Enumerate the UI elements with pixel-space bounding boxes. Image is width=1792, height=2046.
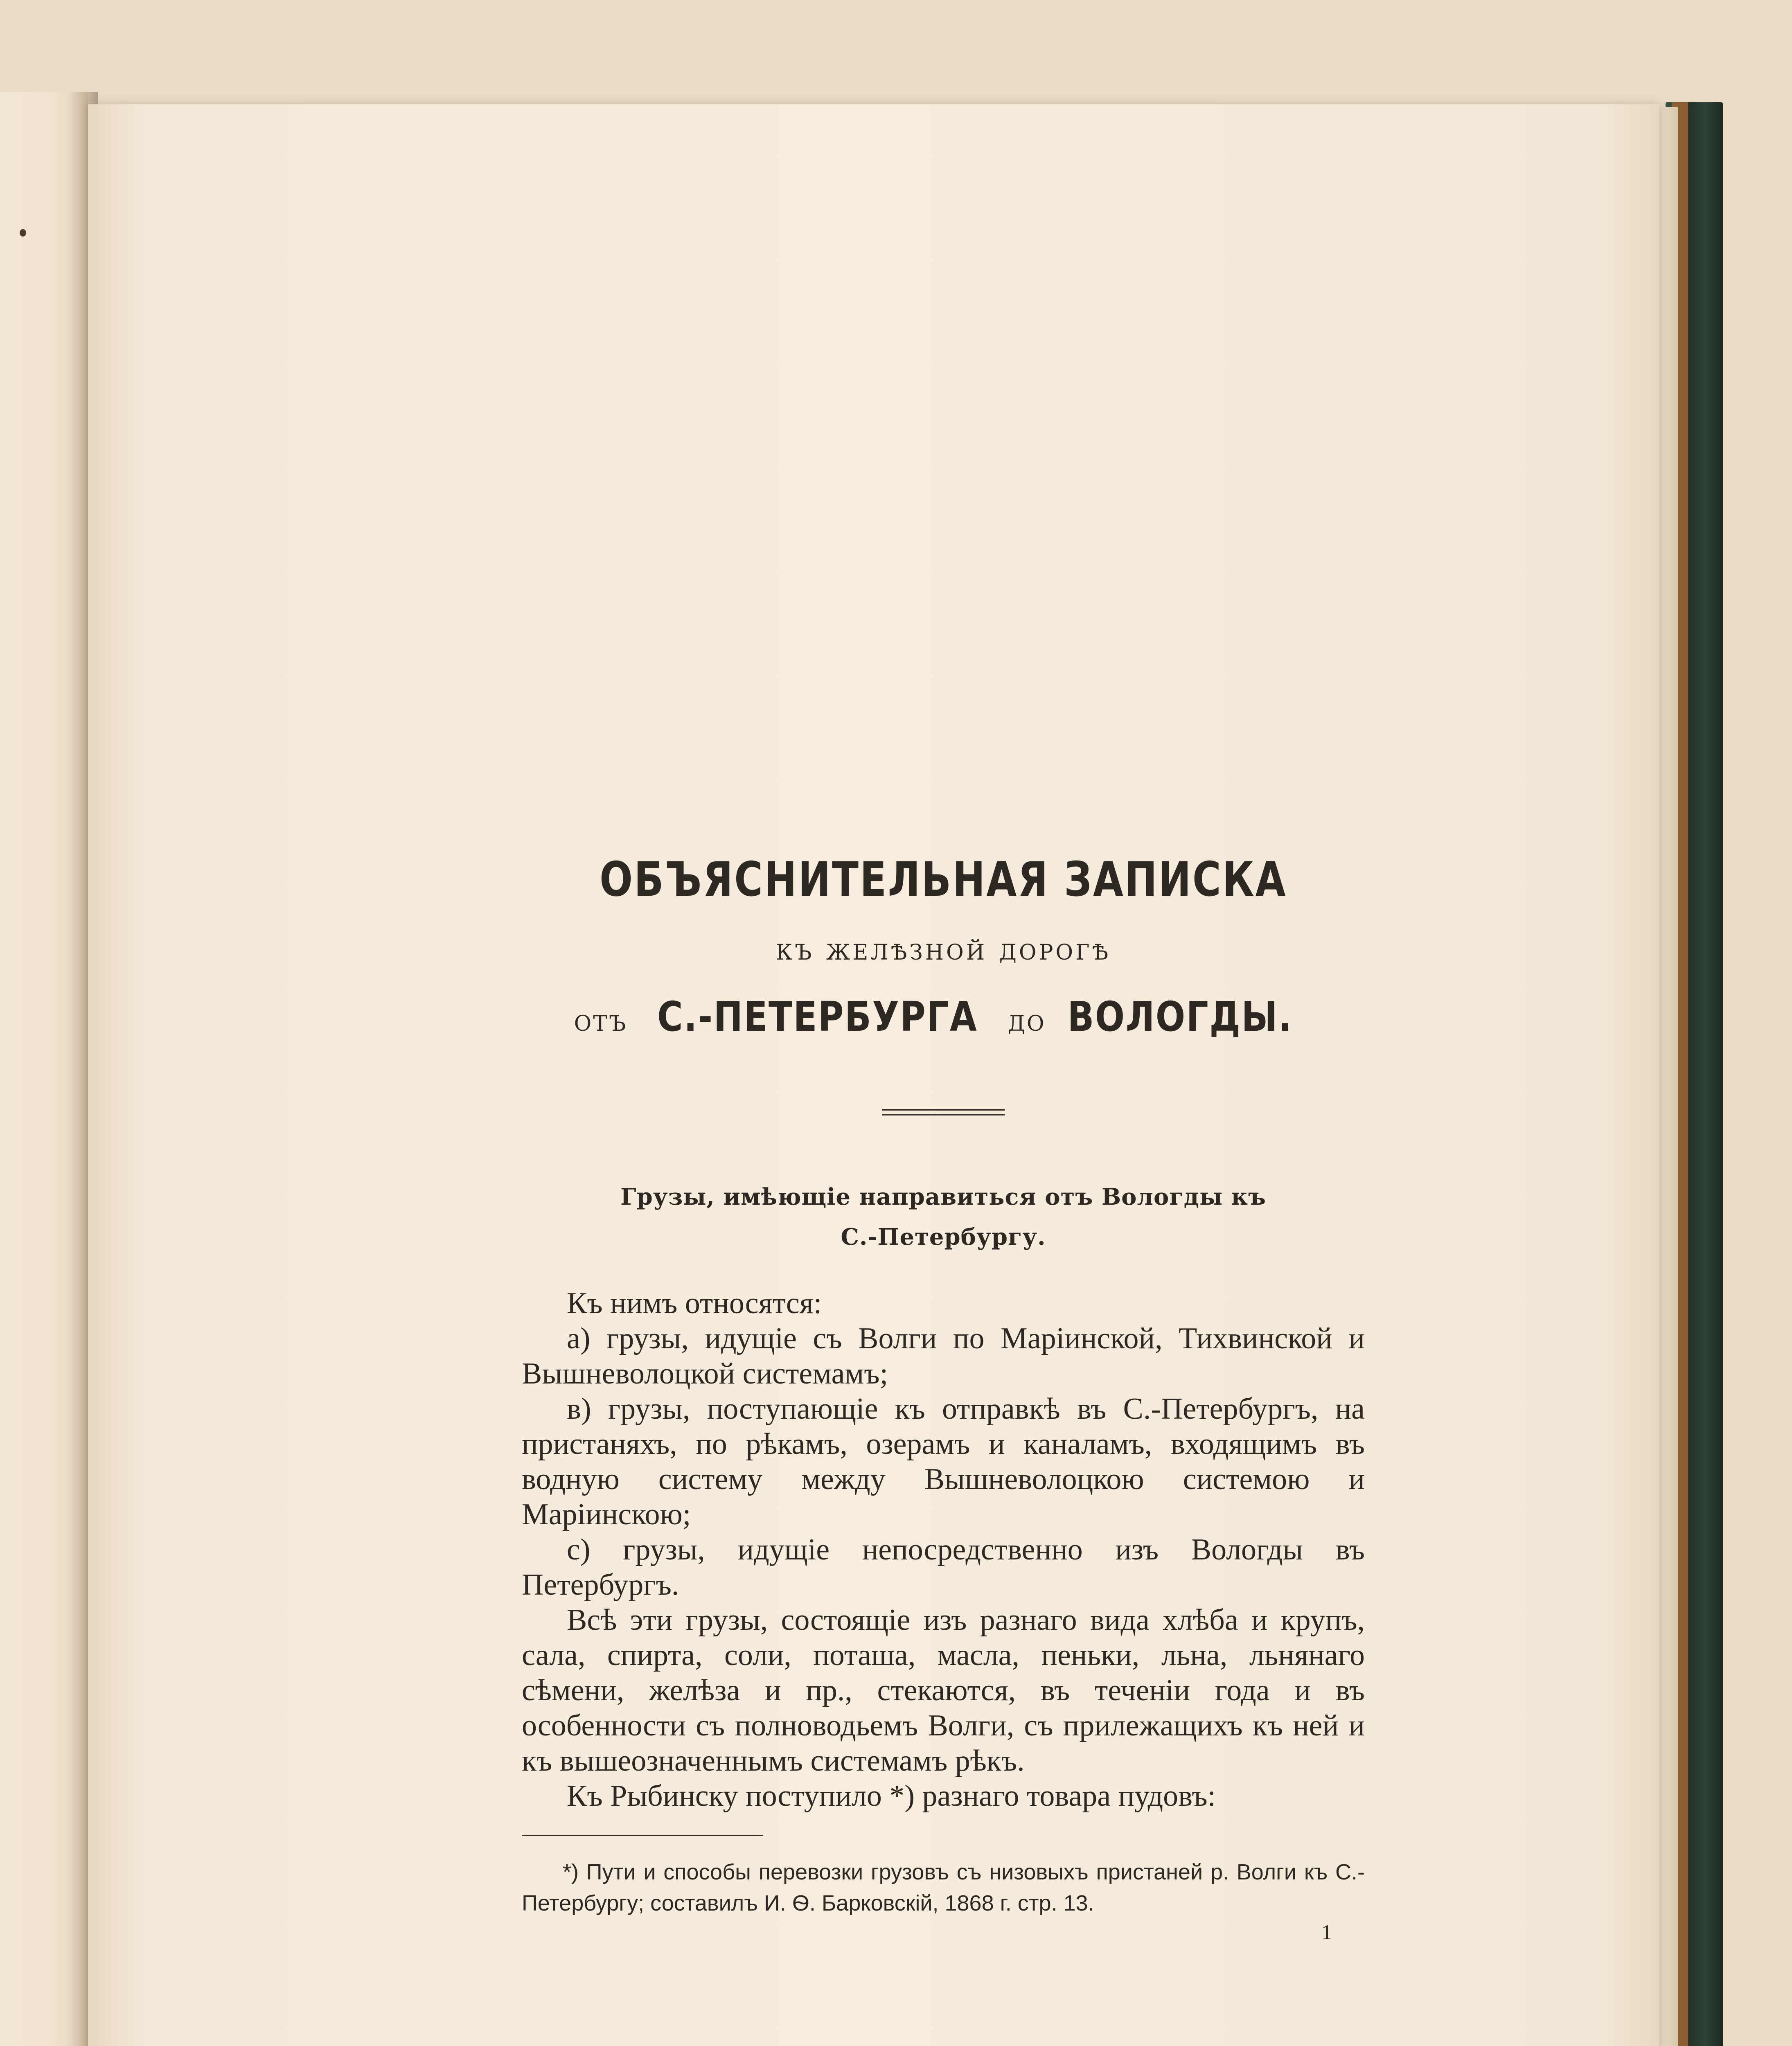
footnote: *) Пути и способы перевозки грузовъ съ низовыхъ пристаней р. Волги къ С.-Петербургу; составилъ И. Ѳ. Барковскій, 1868 г. стр. 13. bbox=[522, 1860, 1365, 1915]
paragraph: с) грузы, идущіе непосредственно изъ Вологды въ Петербургъ. bbox=[522, 1533, 1365, 1602]
route-line bbox=[522, 992, 1365, 1054]
title-divider bbox=[882, 1109, 1005, 1115]
page-number: 1 bbox=[1321, 1921, 1332, 1944]
route-middle: до bbox=[1008, 1003, 1046, 1038]
paragraph: Къ Рыбинску поступило *) разнаго товара пудовъ: bbox=[567, 1779, 1216, 1813]
section-heading bbox=[522, 1177, 1365, 1257]
body-text bbox=[522, 1286, 1365, 1814]
section-heading-line: С.-Петербургу. bbox=[841, 1224, 1046, 1251]
footnote-divider bbox=[522, 1835, 763, 1836]
route-from: С.-ПЕТЕРБУРГА bbox=[657, 993, 978, 1041]
paragraph: Всѣ эти грузы, состоящіе изъ разнаго вида хлѣба и крупъ, сала, спирта, соли, поташа, масла, пеньки, льна, льнянаго сѣмени, желѣза и пр., стекаются, въ теченіи года и въ особенности съ полноводьемъ Волги, съ прилежащихъ къ ней и къ вышеозначеннымъ системамъ рѣкъ. bbox=[522, 1603, 1365, 1778]
route-to: ВОЛОГДЫ. bbox=[1067, 993, 1293, 1041]
document-subtitle: къ желѣзной дорогѣ bbox=[775, 932, 1111, 967]
document-title: ОБЪЯСНИТЕЛЬНАЯ ЗАПИСКА bbox=[600, 852, 1287, 907]
section-heading-line: Грузы, имѣющіе направиться отъ Вологды къ bbox=[620, 1183, 1267, 1210]
page-content bbox=[522, 800, 1365, 1945]
paragraph: в) грузы, поступающіе къ отправкѣ въ С.-Петербургъ, на пристаняхъ, по рѣкамъ, озерамъ и каналамъ, входящимъ въ водную систему между Вышневолоцкою системою и Маріинскою; bbox=[522, 1392, 1365, 1531]
document-page bbox=[88, 104, 1659, 2046]
ink-speck bbox=[20, 229, 26, 237]
route-prefix: отъ bbox=[574, 1003, 628, 1038]
paragraph: Къ нимъ относятся: bbox=[567, 1287, 822, 1320]
paragraph: а) грузы, идущіе съ Волги по Маріинской, Тихвинской и Вышневолоцкой системамъ; bbox=[522, 1322, 1365, 1390]
